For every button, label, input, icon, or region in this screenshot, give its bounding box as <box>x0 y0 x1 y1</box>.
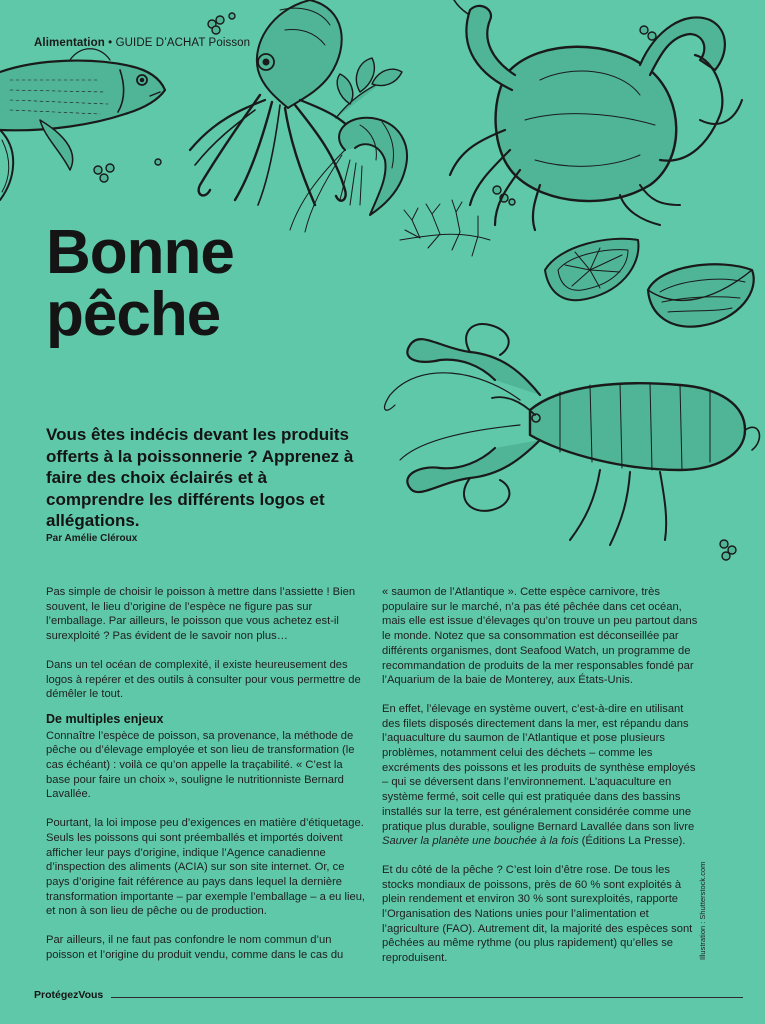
paragraph: Et du côté de la pêche ? C’est loin d’être rose. De tous les stocks mondiaux de poissons, près de 60 % sont exploités à plein rendement et environ 30 % sont surexploités, rapporte l’Organisation des Nations unies pour l’alimentation et l’agriculture (FAO). Autrement dit, la majorité des espèces sont pêchées au même rythme (ou plus rapidement) qu’elles se reproduisent. <box>382 863 693 965</box>
illustration-credit: Illustration : Shutterstock.com <box>698 861 707 960</box>
article-lede: Vous êtes indécis devant les produits offerts à la poissonnerie ? Apprenez à faire des choix éclairés et à comprendre les différents logos et allégations. <box>46 425 354 530</box>
paragraph: Pas simple de choisir le poisson à mettre dans l’assiette ! Bien souvent, le lieu d’origine de l’espèce ne figure pas sur l’emballage. Par ailleurs, le poisson que vous achetez est-il surexploité ? Pas évident de le savoir non plus… <box>46 586 356 643</box>
herb-sprig <box>336 58 402 118</box>
footer-brand: ProtégezVous <box>34 989 111 1001</box>
paragraph: Pourtant, la loi impose peu d’exigences en matière d’étiquetage. Seuls les poissons qui sont préemballés et importés doivent afficher leur pays d’origine, indique l’Agence canadienne d’inspection des aliments (ACIA) sur son site internet. Or, ce pays d’origine fait référence au pays dans lequel la dernière transformation importante – par exemple l’emballage – a eu lieu, et non à son lieu de pêche ou de production. <box>46 817 366 918</box>
subheading: De multiples enjeux <box>46 711 164 726</box>
mussel-drawing <box>648 264 754 326</box>
dill-sprig <box>400 200 490 256</box>
lobster-drawing <box>385 324 760 545</box>
paragraph: Dans un tel océan de complexité, il existe heureusement des logos à repérer et des outils à consulter pour vous permettre de démêler le tout. <box>46 658 361 701</box>
paragraph-text: (Éditions La Presse). <box>578 835 686 848</box>
title-line-1: Bonne <box>46 218 234 287</box>
lemon-slice <box>545 239 638 300</box>
salmon-drawing <box>0 49 165 200</box>
article-title <box>46 218 234 349</box>
paragraph: Connaître l’espèce de poisson, sa provenance, la méthode de pêche ou d’élevage employée et son lieu de transformation (le cas échéant) : voilà ce qu’on appelle la traçabilité. « C’est la base pour faire un choix », souligne le nutritionniste Bernard Lavallée. <box>46 729 355 801</box>
paragraph: Par ailleurs, il ne faut pas confondre le nom commun d’un poisson et l’origine du produit vendu, comme dans le cas du <box>46 934 344 961</box>
crab-drawing <box>450 0 742 230</box>
paragraph <box>382 702 700 849</box>
section-name: Alimentation <box>34 37 105 49</box>
article-column-left <box>46 585 366 976</box>
paragraph: « saumon de l’Atlantique ». Cette espèce carnivore, très populaire sur le marché, n’a pas été pêchée dans cet océan, mais elle est issue d’élevages qu’on trouve un peu partout dans le monde. Notez que sa consommation est déconseillée par différents organismes, dont Seafood Watch, un programme de recommandation de produits de la mer responsables fondé par l’Aquarium de la baie de Monterey, aux États-Unis. <box>382 586 698 687</box>
article-column-right <box>382 585 700 980</box>
section-separator: • <box>108 37 113 49</box>
section-rubric: GUIDE D’ACHAT Poisson <box>115 37 251 49</box>
title-line-2: pêche <box>46 280 221 349</box>
paragraph-text: En effet, l’élevage en système ouvert, c’est-à-dire en utilisant des filets disposés directement dans la mer, est répandu dans l’aquaculture du saumon de l’Atlantique et pose plusieurs problèmes, notamment celui des déchets – comme les excréments des poissons et les produits de synthèse employés – qui se déversent dans l’environnement. L’aquaculture en système fermé, soit celle qui est pratiquée dans des bassins installés sur la terre, est généralement considérée comme une pratique plus durable, souligne Bernard Lavallée dans son livre <box>382 702 696 833</box>
book-title: Sauver la planète une bouchée à la fois <box>382 835 579 848</box>
shrimp-drawing <box>290 118 407 232</box>
article-byline: Par Amélie Cléroux <box>46 533 138 544</box>
section-tag <box>34 37 250 49</box>
footer-rule <box>34 997 743 998</box>
